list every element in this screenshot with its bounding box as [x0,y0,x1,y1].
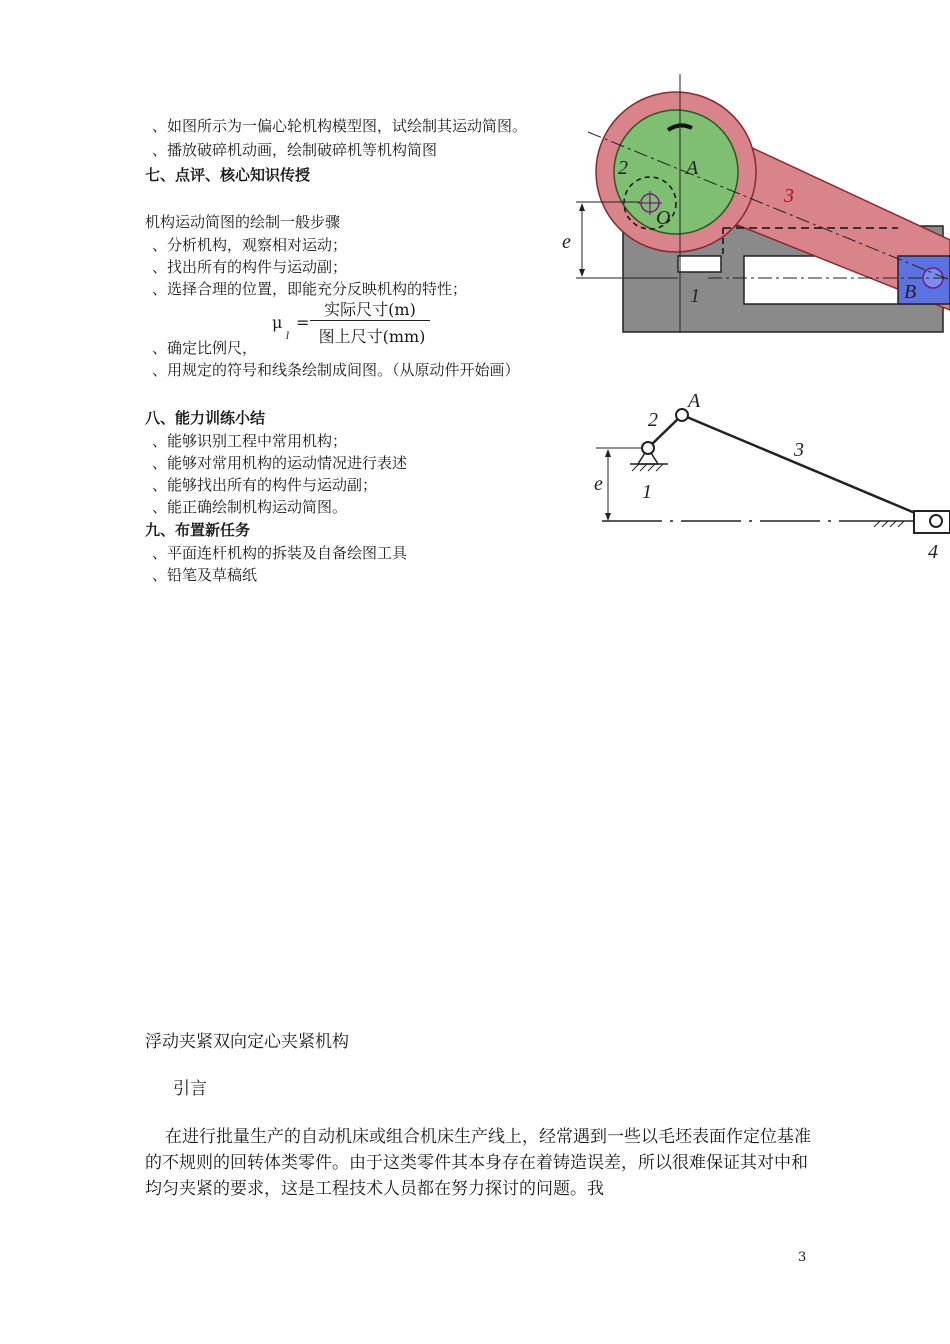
label-e: e [562,231,571,253]
sketch-label-3: 3 [794,439,804,461]
sketch-label-4: 4 [928,541,938,563]
step-1: 、分析机构，观察相对运动； [152,236,348,254]
section-9-heading: 九、布置新任务 [145,521,251,539]
section-7-heading: 七、点评、核心知识传授 [145,166,311,184]
sketch-label-a: A [688,390,701,412]
dim-arrow-bottom [579,269,585,277]
task-line-2: 、播放破碎机动画，绘制破碎机等机构简图 [152,141,438,159]
sketch-label-2: 2 [648,409,658,431]
eccentric-mechanism-figure [558,70,950,340]
sketch-dim-arrow-bottom [605,513,611,521]
sketch-label-1: 1 [642,481,652,503]
sketch-label-e: e [594,473,603,495]
ability-1: 、能够识别工程中常用机构； [152,432,348,450]
ability-4: 、能正确绘制机构运动简图。 [152,498,348,516]
page-number: 3 [798,1250,807,1265]
kinematic-sketch-figure [590,386,950,566]
formula-mu: μ [272,313,283,332]
label-o: O [656,207,671,229]
label-1: 1 [690,285,700,307]
fraction-bar [310,320,430,321]
section2-intro: 引言 [173,1079,207,1099]
eccentric-disc [614,110,738,234]
label-b: B [904,281,917,303]
formula-denominator: 图上尺寸(mm) [318,327,426,346]
dim-arrow-top [579,203,585,211]
formula-numerator: 实际尺寸(m) [324,300,416,319]
section-8-heading: 八、能力训练小结 [145,409,266,427]
step-5: 、用规定的符号和线条绘制成间图。（从原动件开始画） [152,361,520,379]
steps-title: 机构运动简图的绘制一般步骤 [145,213,341,231]
joint-o [642,442,654,454]
label-a: A [686,157,699,179]
step-3: 、选择合理的位置，即能充分反映机构的特性； [152,280,468,298]
ability-3: 、能够找出所有的构件与运动副； [152,476,378,494]
ability-2: 、能够对常用机构的运动情况进行表述 [152,454,408,472]
joint-a [676,409,688,421]
joint-b [930,515,942,527]
formula-subscript: l [286,331,290,342]
slider-ground-hatch [874,521,904,527]
task-line-1: 、如图所示为一偏心轮机构模型图，试绘制其运动简图。 [152,117,528,135]
task-new-1: 、平面连杆机构的拆装及自备绘图工具 [152,544,408,562]
scale-formula [272,293,442,349]
formula-equals: = [296,313,310,332]
label-2: 2 [618,157,628,179]
task-new-2: 、铅笔及草稿纸 [152,566,258,584]
step-4: 、确定比例尺， [152,339,258,357]
sketch-dim-arrow-top [605,449,611,457]
label-3: 3 [784,185,794,207]
support-hatch [632,464,663,471]
coupler-link [682,415,934,521]
step-2: 、找出所有的构件与运动副； [152,258,348,276]
section2-title: 浮动夹紧双向定心夹紧机构 [145,1032,349,1052]
section2-paragraph: 在进行批量生产的自动机床或组合机床生产线上，经常遇到一些以毛坯表面作定位基准的不规则的回转体类零件。由于这类零件其本身存在着铸造误差，所以很难保证其对中和均匀夹紧的要求，这是工程技术人员都在努力探讨的问题。我 [145,1127,811,1199]
